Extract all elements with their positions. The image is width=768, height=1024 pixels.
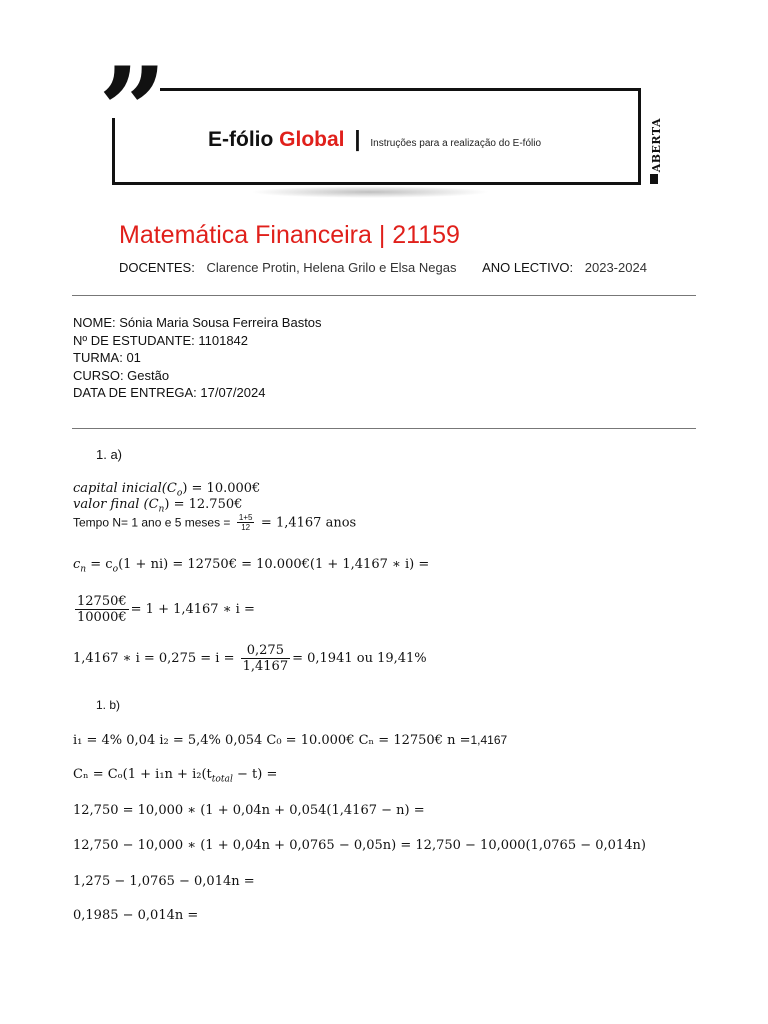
student-info — [73, 314, 322, 402]
university-logo — [650, 118, 668, 182]
eq-b5: 0,1985 − 0,014n = — [73, 908, 199, 923]
eq-a3-head: 1,4167 ∗ i = 0,275 = i = — [73, 651, 235, 666]
capital-value: ) = 10.000€ — [182, 481, 261, 496]
section-a-heading: 1. a) — [96, 447, 123, 462]
eq-a2-num: 12750€ — [77, 594, 127, 609]
tempo-label: Tempo N= 1 ano e 5 meses = — [73, 515, 231, 530]
docentes-value: Clarence Protin, Helena Grilo e Elsa Negas — [206, 260, 457, 275]
eq-a1-rest: = c — [86, 557, 113, 572]
eq-a2-fraction — [75, 594, 129, 625]
ano-label: ANO LECTIVO: — [482, 260, 574, 275]
eq-a3-fraction — [241, 643, 291, 674]
section-b-heading: 1. b) — [96, 698, 121, 712]
logo-bar — [650, 174, 658, 184]
quote-mark: ” — [98, 41, 150, 182]
eq-a2-den: 10000€ — [77, 610, 127, 625]
eq-a1-sub2: o — [112, 564, 119, 575]
eq-b4: 1,275 − 1,0765 − 0,014n = — [73, 874, 255, 889]
course-meta — [119, 260, 647, 275]
valor-value: ) = 12.750€ — [164, 497, 243, 512]
eq-a2-tail: = 1 + 1,4167 ∗ i = — [130, 602, 255, 617]
banner-frame-right — [638, 88, 641, 185]
tempo-den: 12 — [241, 523, 251, 532]
valor-label: valor final (C — [73, 497, 159, 512]
capital-sub: o — [176, 488, 183, 499]
eq-a3-den: 1,4167 — [242, 659, 289, 674]
banner-subtitle: Instruções para a realização do E-fólio — [370, 138, 542, 149]
tempo-result: = 1,4167 anos — [260, 515, 357, 531]
tempo-num: 1+5 — [238, 513, 253, 522]
banner-frame-bottom — [112, 182, 641, 185]
eq-b1-tail: − t) = — [232, 767, 278, 782]
eq-a1-tail: (1 + ni) = 12750€ = 10.000€(1 + 1,4167 ∗ i) = — [118, 557, 430, 572]
eq-b-rates — [73, 733, 507, 748]
banner-title-global: Global — [279, 128, 345, 151]
eq-b1-sub: total — [211, 774, 233, 785]
eq-b2: 12,750 = 10,000 ∗ (1 + 0,04n + 0,054(1,4167 − n) = — [73, 803, 425, 818]
valor-sub: n — [158, 504, 165, 515]
rates-text: i₁ = 4% 0,04 i₂ = 5,4% 0,054 C₀ = 10.000€ Cₙ = 12750€ n = — [73, 733, 471, 748]
delivery-date: DATA DE ENTREGA: 17/07/2024 — [73, 385, 266, 400]
banner-title — [208, 126, 541, 152]
student-course: CURSO: Gestão — [73, 367, 170, 383]
eq-a1 — [73, 557, 429, 575]
eq-b1 — [73, 767, 277, 785]
banner-shadow — [250, 186, 490, 198]
eq-a1-c: c — [73, 557, 81, 572]
capital-label: capital inicial(C — [73, 481, 177, 496]
divider-bottom — [72, 428, 696, 429]
student-class: TURMA: 01 — [73, 350, 141, 365]
eq-a3-tail: = 0,1941 ou 19,41% — [292, 651, 427, 666]
banner-title-efolio: E-fólio — [208, 128, 274, 151]
docentes-label: DOCENTES: — [119, 260, 195, 275]
eq-b3: 12,750 − 10,000 ∗ (1 + 0,04n + 0,0765 − 0,05n) = 12,750 − 10,000(1,0765 − 0,014n) — [73, 838, 646, 853]
eq-a1-sub: n — [80, 564, 87, 575]
eq-b1-head: Cₙ = Cₒ(1 + i₁n + i₂(t — [73, 767, 212, 782]
student-name: NOME: Sónia Maria Sousa Ferreira Bastos — [73, 315, 322, 330]
banner-separator: | — [354, 126, 361, 151]
banner-frame-left — [112, 118, 115, 185]
eq-a2 — [73, 594, 255, 625]
student-number: Nº DE ESTUDANTE: 1101842 — [73, 332, 249, 348]
logo-text: ABERTA — [650, 118, 663, 173]
banner-frame-top — [160, 88, 641, 91]
tempo-line — [73, 513, 356, 532]
capital-line — [73, 481, 260, 499]
rates-n: 1,4167 — [470, 733, 508, 747]
eq-a3-num: 0,275 — [241, 643, 291, 659]
valor-line — [73, 497, 242, 515]
divider-top — [72, 295, 696, 296]
course-title: Matemática Financeira | 21159 — [119, 221, 460, 249]
eq-a3 — [73, 643, 427, 674]
tempo-fraction — [237, 513, 255, 532]
ano-value: 2023-2024 — [584, 260, 647, 275]
